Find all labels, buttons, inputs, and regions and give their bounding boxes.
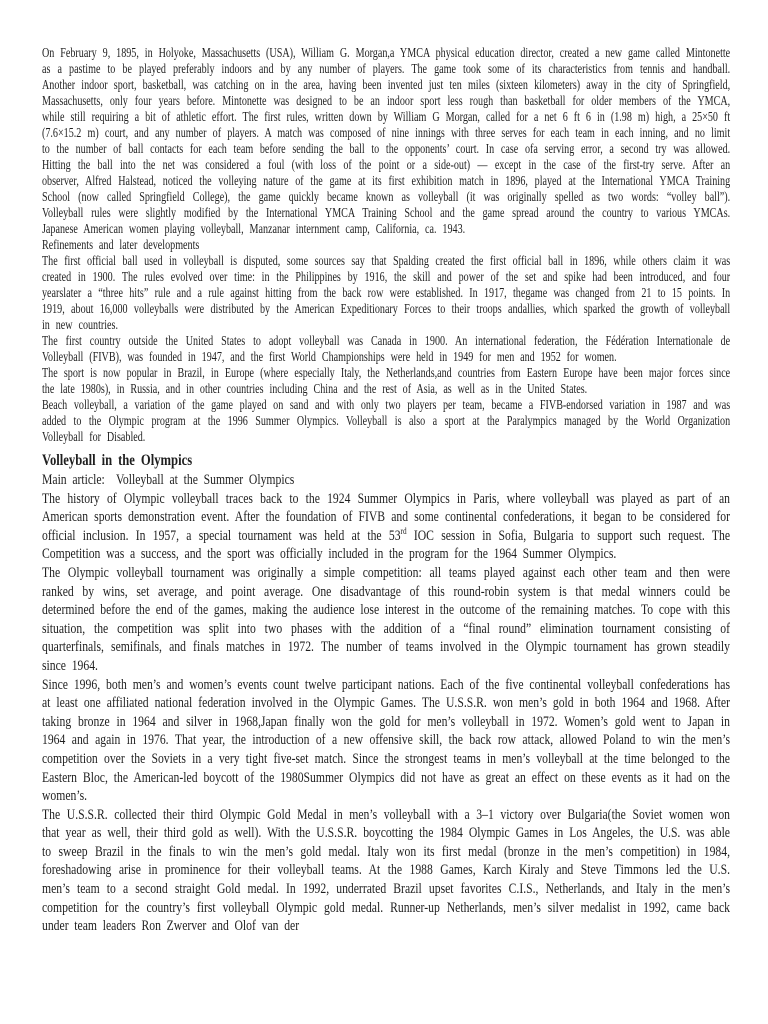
paragraph-beach-volleyball: Beach volleyball, a variation of the game played on sand and with only two players per team, became a FIVB-endorsed variation in 1987 and was added to the Olympic program at the 1996 Summer Olympics. Volleyball is also a sport at the Paralympics managed by the World Organization Volleyball for Disabled. (42, 397, 731, 444)
paragraph-popularity: The sport is now popular in Brazil, in Europe (where especially Italy, the Netherlands,and countries from Eastern Europe have been major forces since the late 1980s), in Russia, and in other countries including China and the rest of Asia, as well as in the United States. (42, 365, 731, 396)
olympics-section (42, 451, 730, 936)
olympics-paragraph-nations: Since 1996, both men’s and women’s events count twelve participant nations. Each of the five continental volleyball confederations has at least one affiliated national federation involved in the Olympic Games. The U.S.S.R. won men’s gold in both 1964 and 1968. After taking bronze in 1964 and silver in 1968,Japan finally won the gold for men’s volleyball in 1972. Women’s gold went to Japan in 1964 and again in 1976. That year, the introduction of a new offensive skill, the back row attack, allowed Poland to win the men’s competition over the Soviets in a very tight five-set match. Since the strongest teams in men’s volleyball at the time belonged to the Eastern Bloc, the American-led boycott of the 1980Summer Olympics did not have as great an effect on these events as it had on the women’s. (42, 676, 730, 805)
paragraph-first-ball: The first official ball used in volleyball is disputed, some sources say that Spalding created the first official ball in 1896, while others claim it was created in 1900. The rules evolved over time: in the Philippines by 1916, the skill and power of the set and spike had been introduced, and four yearslater a “three hits” rule and a rule against hitting from the back row were established. In 1917, thegame was changed from 21 to 15 points. In 1919, about 16,000 volleyballs were distributed by the American Expeditionary Forces to their troops andallies, which sparked the growth of volleyball in new countries. (42, 253, 731, 332)
paragraph-international-spread: The first country outside the United States to adopt volleyball was Canada in 1900. An international federation, the Fédération Internationale de Volleyball (FIVB), was founded in 1947, and the first World Championships were held in 1949 for men and 1952 for women. (42, 333, 731, 364)
olympics-paragraph-format: The Olympic volleyball tournament was originally a simple competition: all teams played against each other team and then were ranked by wins, set average, and point average. One disadvantage of this round-robin system is that medal winners could be determined before the end of the games, making the audience lose interest in the outcome of the remaining matches. To cope with this situation, the competition was split into two phases with the addition of a “final round” elimination tournament consisting of quarterfinals, semifinals, and finals matches in 1972. The number of teams involved in the Olympic tournament has grown steadily since 1964. (42, 564, 730, 674)
history-section (42, 45, 730, 445)
olympics-history-text: The history of Olympic volleyball traces back to the 1924 Summer Olympics in Paris, where volleyball was played as part of an American sports demonstration event. After the foundation of FIVB and some continental confederations, it began to be considered for official inclusion. In 1957, a special tournament was held at the 53 (42, 490, 730, 544)
olympics-paragraph-medals: The U.S.S.R. collected their third Olympic Gold Medal in men’s volleyball with a 3–1 victory over Bulgaria(the Soviet women won that year as well, their third gold as well). With the U.S.S.R. boycotting the 1984 Olympic Games in Los Angeles, the U.S. was able to sweep Brazil in the finals to win the men’s gold medal. Italy won its first medal (bronze in the men’s competition) in 1984, foreshadowing arise in prominence for their volleyball teams. At the 1988 Games, Karch Kiraly and Steve Timmons led the U.S. men’s team to a second straight Gold medal. In 1992, underrated Brazil upset favorites C.I.S., Netherlands, and Italy in the men’s competition for the country’s first volleyball Olympic gold medal. Runner-up Netherlands, men’s silver medalist in 1992, came back under team leaders Ron Zwerver and Olof van der (42, 806, 730, 935)
intro-paragraph: On February 9, 1895, in Holyoke, Massachusetts (USA), William G. Morgan,a YMCA physical education director, created a new game called Mintonette as a pastime to be played preferably indoors and by any number of players. The game took some of its characteristics from tennis and handball. Another indoor sport, basketball, was catching on in the area, having been invented just ten miles (sixteen kilometers) away in the city of Springfield, Massachusetts, only four years before. Mintonette was designed to be an indoor sport less rough than basketball for older members of the YMCA, while still requiring a bit of athletic effort. The first rules, written down by William G Morgan, called for a net 6 ft 6 in (1.98 m) high, a 25×50 ft (7.6×15.2 m) court, and any number of players. A match was composed of nine innings with three serves for each team in each inning, and no limit to the number of ball contacts for each team before sending the ball to the opponents’ court. In case ofa serving error, a second try was allowed. Hitting the ball into the net was considered a foul (with loss of the point or a side-out) — except in the case of the first-try serve. After an observer, Alfred Halstead, noticed the volleying nature of the game at its first exhibition match in 1896, played at the International YMCA Training School (now called Springfield College), the game quickly became known as volleyball (it was originally spelled as two words: “volley ball”). Volleyball rules were slightly modified by the International YMCA Training School and the game spread around the country to various YMCAs. Japanese American women playing volleyball, Manzanar internment camp, California, ca. 1943. (42, 45, 731, 236)
olympics-paragraph-history (42, 490, 730, 564)
main-article-note: Main article: Volleyball at the Summer Olympics (42, 472, 295, 488)
olympics-history-text-continued: IOC session in Sofia, Bulgaria to support such request. The Competition was a success, and the sport was officially included in the program for the 1964 Summer Olympics. (42, 527, 731, 563)
olympics-heading: Volleyball in the Olympics (42, 452, 193, 469)
ordinal-superscript: rd (400, 525, 407, 536)
refinements-heading: Refinements and later developments (42, 237, 200, 252)
